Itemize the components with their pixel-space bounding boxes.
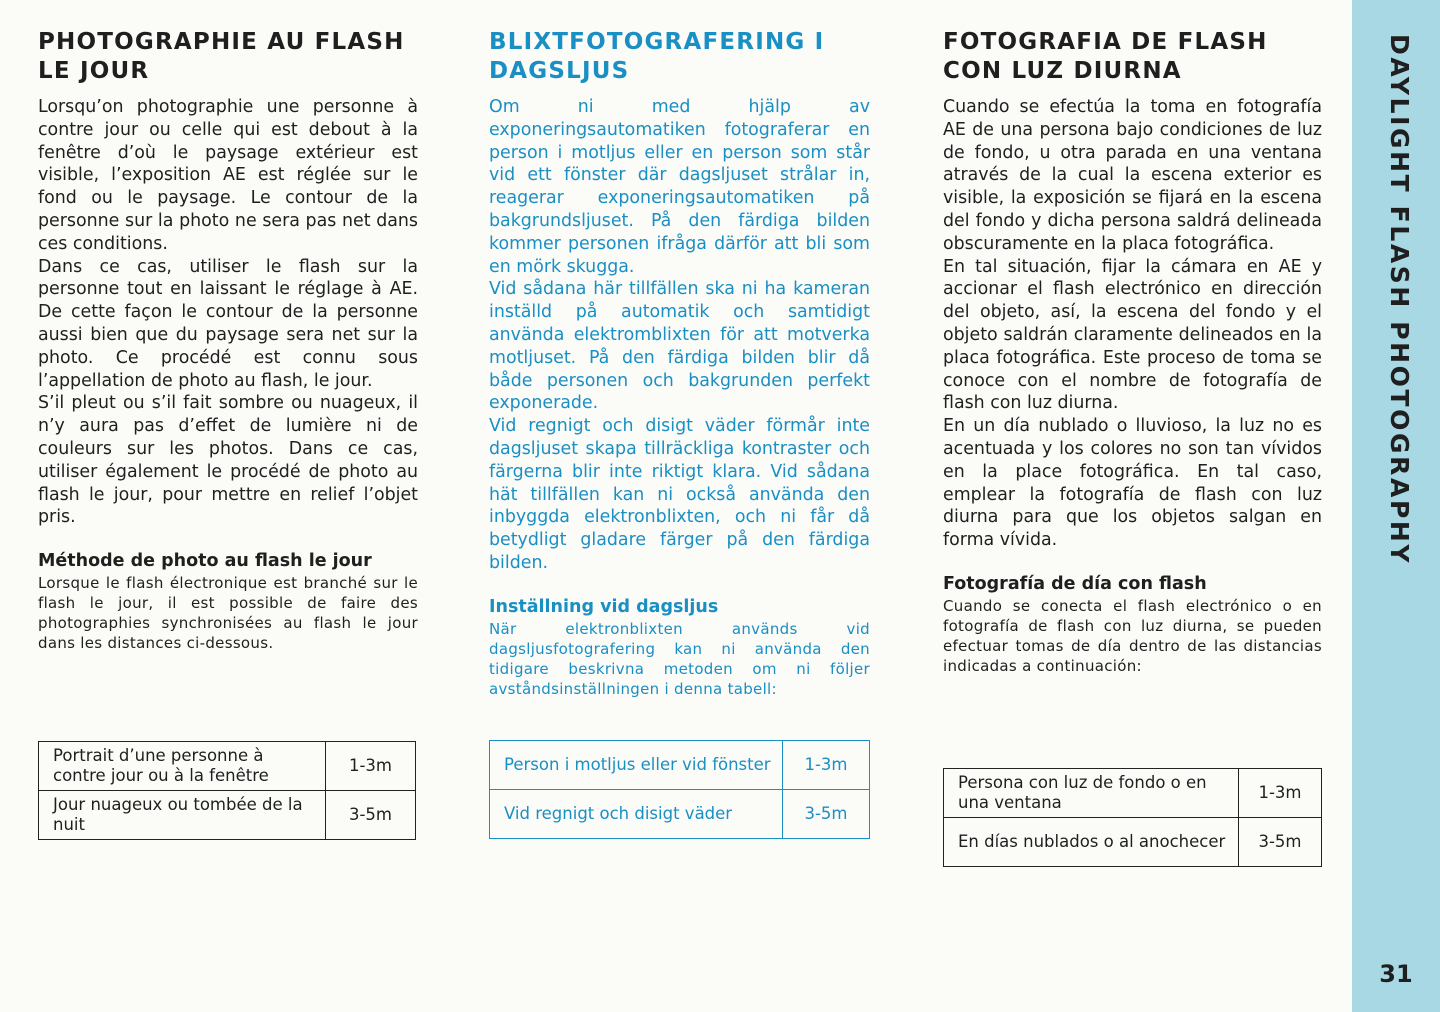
spanish-subtext: Cuando se conecta el flash electrónico o en fotografía de flash con luz diurna, se pueden efectuar tomas de día dentro de las distancias indicadas a continuación: [943, 596, 1322, 675]
spanish-paragraph: En un día nublado o lluvioso, la luz no es acentuada y los colores no son tan vívidos en la place fotográfica. En tal caso, emplear la fotografía de flash con luz diurna para que los objetos salgan en forma vívida. [943, 416, 1322, 551]
french-paragraph: Dans ce cas, utiliser le flash sur la personne tout en laissant le réglage à AE. De cette façon le contour de la personne aussi bien que du paysage sera net sur la photo. Ce procédé est connu sous l’appellation de photo au flash, le jour. [38, 256, 418, 391]
french-distance-table [38, 741, 416, 840]
french-subtext: Lorsque le flash électronique est branché sur le flash le jour, il est possible de faire des photographies synchronisées au flash le jour dans les distances ci-dessous. [38, 574, 418, 653]
swedish-body [489, 96, 870, 575]
swedish-subheading: Inställning vid dagsljus [489, 596, 719, 617]
swedish-title: BLIXTFOTOGRAFERING I DAGSLJUS [489, 29, 825, 84]
spanish-title: FOTOGRAFIA DE FLASH CON LUZ DIURNA [943, 29, 1268, 84]
table-row [944, 818, 1322, 867]
spanish-subheading: Fotografía de día con flash [943, 573, 1207, 594]
swedish-table-wrap [489, 740, 870, 839]
condition-cell: Vid regnigt och disigt väder [490, 790, 783, 839]
spanish-distance-table [943, 768, 1322, 867]
french-paragraph: Lorsqu’on photographie une personne à contre jour ou celle qui est debout à la fenêtre d’où le paysage extérieur est visible, l’exposition AE est réglée sur le fond ou le paysage. Le contour de la personne sur la photo ne sera pas net dans ces conditions. [38, 97, 418, 254]
table-row [39, 791, 416, 840]
spanish-paragraph: Cuando se efectúa la toma en fotografía AE de una persona bajo condiciones de luz de fondo, u otra parada en una ventana através de la cual la escena exterior es visible, la exposición se fijará en la escena del fondo y dicha persona saldrá delineada obscuramente en la placa fotográfica. [943, 97, 1322, 254]
swedish-paragraph: Vid regnigt och disigt väder förmår inte dagsljuset skapa tillräckliga kontraster och färgerna blir inte riktigt klara. Vid sådana hät tillfällen kan ni också använda den inbyggda elektronblixten, och ni får då betydligt gladare färger på den färdiga bilden. [489, 416, 870, 573]
page-number: 31 [1379, 960, 1413, 988]
french-paragraph: S’il pleut ou s’il fait sombre ou nuageux, il n’y aura pas d’effet de lumière ni de couleurs sur les photos. Dans ce cas, utiliser également le procédé de photo au flash le jour, pour mettre en relief l’objet pris. [38, 393, 418, 528]
table-row [490, 790, 870, 839]
french-body [38, 96, 418, 529]
condition-cell: Persona con luz de fondo o en una ventana [944, 769, 1239, 818]
swedish-paragraph: Om ni med hjälp av exponeringsautomatiken fotograferar en person i motljus eller en person som står vid ett fönster där dagsljuset strålar in, reagerar exponeringsautomatiken på bakgrundsljuset. På den färdiga bilden kommer personen ifråga därför att bli som en mörk skugga. [489, 97, 870, 277]
side-title-text: DAYLIGHT FLASH PHOTOGRAPHY [1385, 34, 1414, 566]
spanish-column [943, 28, 1322, 676]
side-title [1352, 0, 1440, 960]
french-column [38, 28, 418, 653]
swedish-column [489, 28, 870, 699]
spanish-body [943, 96, 1322, 552]
table-row [39, 742, 416, 791]
distance-cell: 3-5m [1239, 818, 1322, 867]
french-title: PHOTOGRAPHIE AU FLASH LE JOUR [38, 29, 405, 84]
spanish-paragraph: En tal situación, fijar la cámara en AE y accionar el flash electrónico en dirección del objeto, así, la escena del fondo y el objeto saldrán claramente delineados en la placa fotográfica. Este proceso de toma se conoce con el nombre de fotografía de flash con luz diurna. [943, 256, 1322, 414]
distance-cell: 1-3m [783, 741, 870, 790]
distance-cell: 3-5m [783, 790, 870, 839]
condition-cell: Jour nuageux ou tombée de la nuit [39, 791, 326, 840]
swedish-distance-table [489, 740, 870, 839]
swedish-paragraph: Vid sådana här tillfällen ska ni ha kameran inställd på automatik och samtidigt använda elektromblixten för att motverka motljuset. På den färdiga bilden blir då både personen och bakgrunden perfekt exponerade. [489, 279, 870, 414]
condition-cell: En días nublados o al anochecer [944, 818, 1239, 867]
condition-cell: Portrait d’une personne à contre jour ou à la fenêtre [39, 742, 326, 791]
distance-cell: 3-5m [326, 791, 416, 840]
french-subheading: Méthode de photo au flash le jour [38, 551, 372, 572]
condition-cell: Person i motljus eller vid fönster [490, 741, 783, 790]
table-row [944, 769, 1322, 818]
swedish-subtext: När elektronblixten används vid dagsljusfotografering kan ni använda den tidigare beskrivna metoden om ni följer avståndsinställningen i denna tabell: [489, 619, 870, 698]
table-row [490, 741, 870, 790]
distance-cell: 1-3m [326, 742, 416, 791]
distance-cell: 1-3m [1239, 769, 1322, 818]
